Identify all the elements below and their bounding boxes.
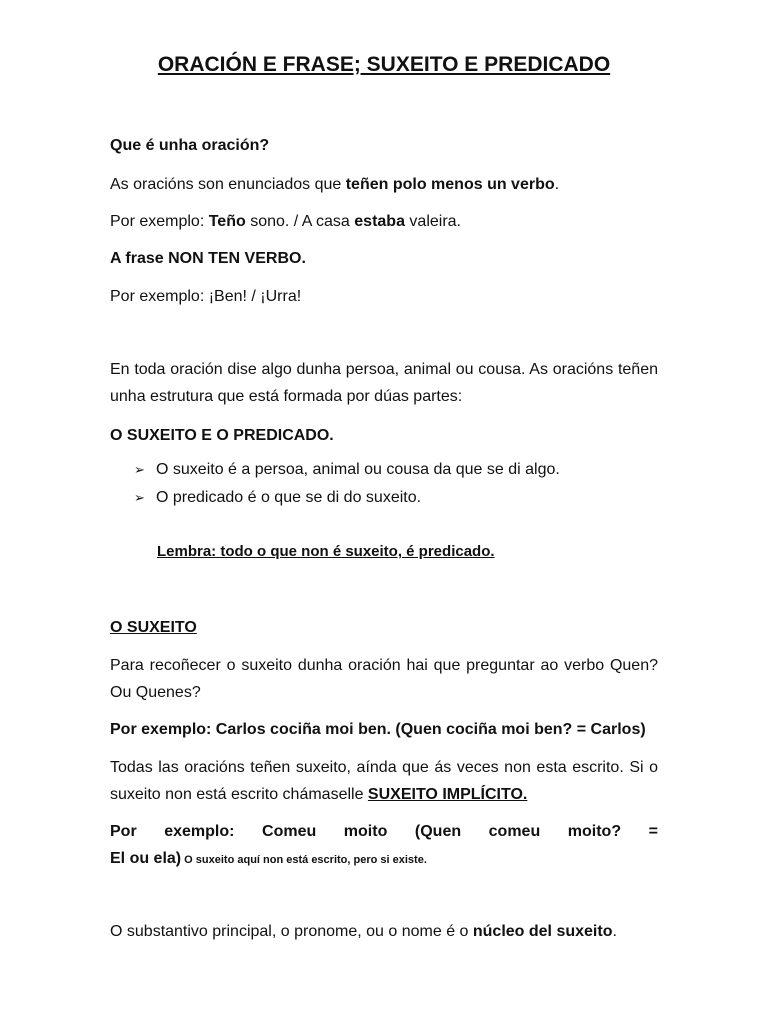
subject-example: Por exemplo: Carlos cociña moi ben. (Quen cociña moi ben? = Carlos) (110, 721, 646, 738)
frase-definition: A frase NON TEN VERBO. (110, 250, 306, 267)
example-text-1: sono. / A casa (245, 213, 355, 230)
structure-paragraph: En toda oración dise algo dunha persoa, animal ou cousa. As oracións teñen unha estrutura que está formada por dúas partes: (110, 361, 658, 405)
small-note: O suxeito aquí non está escrito, pero si existe. (181, 854, 427, 866)
subject-paragraph: Para recoñecer o suxeito dunha oración hai que preguntar ao verbo Quen? Ou Quenes? (110, 657, 658, 701)
example-verb-1: Teño (208, 213, 246, 230)
implicit-term: SUXEITO IMPLÍCITO. (367, 786, 528, 803)
example-paragraph-1 (110, 212, 658, 232)
word: = (648, 823, 658, 840)
definition-bold: teñen polo menos un verbo (345, 176, 555, 193)
list-item (134, 460, 560, 488)
remember-note: Lembra: todo o que non é suxeito, é predicado. (157, 543, 495, 560)
implicit-example-line-1 (110, 822, 658, 842)
question-heading: Que é unha oración? (110, 137, 270, 154)
list-item-text: O suxeito é a persoa, animal ou cousa da que se di algo. (156, 461, 560, 478)
definition-end: . (554, 176, 560, 193)
section-heading: O SUXEITO (110, 619, 197, 636)
implicit-example-line-2 (110, 849, 658, 869)
example-label: Por exemplo: (110, 213, 209, 230)
list-item (134, 488, 560, 516)
word: comeu (488, 823, 541, 840)
word: exemplo: (164, 823, 235, 840)
example-end: El ou ela) (110, 850, 182, 867)
bullet-list (134, 460, 560, 516)
example-paragraph-2: Por exemplo: ¡Ben! / ¡Urra! (110, 288, 302, 305)
arrowhead-icon: ➢ (134, 490, 145, 505)
word: (Quen (414, 823, 462, 840)
nucleus-paragraph (110, 922, 658, 942)
list-item-text: O predicado é o que se di do suxeito. (156, 489, 422, 506)
definition-text: As oracións son enunciados que (110, 176, 346, 193)
arrowhead-icon: ➢ (134, 462, 145, 477)
definition-paragraph (110, 175, 658, 195)
nucleus-text: O substantivo principal, o pronome, ou o nome é o (110, 923, 473, 940)
nucleus-end: . (612, 923, 617, 940)
word: moito? (567, 823, 622, 840)
implicit-paragraph (110, 754, 658, 808)
implicit-example (110, 822, 658, 869)
example-text-2: valeira. (404, 213, 461, 230)
word: Comeu (262, 823, 317, 840)
word: Por (110, 823, 137, 840)
implicit-text: Todas las oracións teñen suxeito, aínda que ás veces non esta escrito. Si o suxeito non está escrito chámaselle (110, 759, 658, 803)
page-title: ORACIÓN E FRASE; SUXEITO E PREDICADO (157, 53, 611, 76)
word: moito (343, 823, 388, 840)
example-verb-2: estaba (354, 213, 405, 230)
nucleus-term: núcleo del suxeito (472, 923, 613, 940)
structure-heading: O SUXEITO E O PREDICADO. (110, 427, 334, 444)
